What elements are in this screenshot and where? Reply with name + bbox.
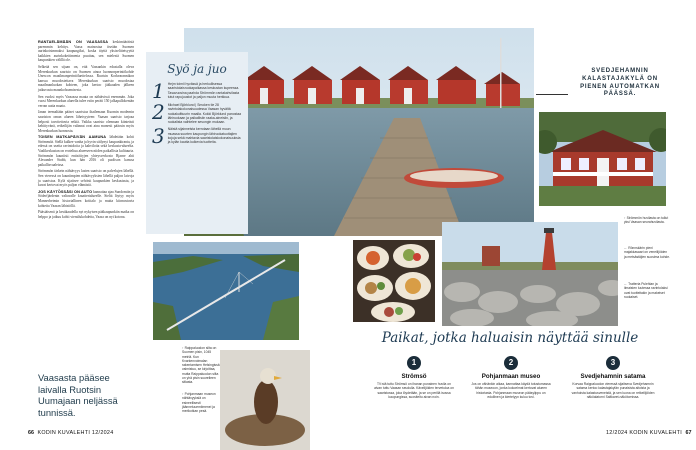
place-text: Korvaa Raippaluodon vieressä sijaitseva Svedjehamnin satama kertoo kalastajakylän punaisista aitoista ja vanhoista kalastusveneistä, ja sen luona on retkeilijöiden näköalatorni Saltkaret-näkötornissa.	[571, 382, 655, 399]
lighthouse-island-photo	[442, 222, 618, 326]
page-number-left: 66	[28, 430, 34, 436]
paragraph-text: kannattaa ajaa Sundomiin ja Söderfjärdenin valtavalle kraatterialueelle. Sieltä löytyy myös Mannerheimin historiallinen kotitalo ja muita kiinnostavia kohteita Vaasan lähistöllä.	[38, 189, 134, 208]
footer-left	[28, 430, 114, 436]
sidebar-item	[152, 79, 242, 103]
left-article-column	[38, 40, 134, 221]
paragraph-text: Selkeää sen sijaan on, että Vaasankin edustalla oleva Merenkurkun saaristo on Suomen ainoa luonnonperintökohde Unescon maailmanperintöluettelossa. Ruotsin Korkearannikon kanssa muodostettava Merenkurkun saaristo muodostaa maailmanluokan kohteen, joka kertoo jääkauden jälkeen jatkuvasta maankohoamisesta.	[38, 64, 134, 92]
footer-right	[606, 430, 692, 436]
bridge-caption: ↑ Raippaluodon silta on Suomen pisin, 1045 metriä. Kun Kvarkenvoimalan rakentamisen Helsingissä valmistuu, se kirjoittaa, mutta Raippaluodon silta on yhä pisin suurelleen sitlasta.	[182, 346, 220, 385]
paragraph-text: lähdetään kohti Strömmöä. Siellä kulkee vanha ja hyvin säilynyt kaupunkiranta, ja edessä on useita ravintoloita ja kahviloita sekä keskusta-alueelta. Vaalikeskustan on eroteltua alueeseen niiden paikallista kulttuuria. Strömmön kauniisti entisöityjen yhteysverkosto Bjarne ahti Alexander Stubb, kun hän 2016 oli puolison kanssa paikallisvaaleissa.	[38, 135, 134, 167]
footer-magazine-right: 12/2024 KODIN KUVALEHTI	[606, 430, 683, 436]
paragraph-text: Strömmön tärkein nähtävyys lasten saaristo on palvelujen lähellä. Sen vieressä on kauniimpien nähtävyyksien lähellä paljon laivoja ja saaristoa. Kylä sijaitsee selvästi kaupunkien keskustasta, ja kuvat kertovat myös paljon elämästä.	[38, 169, 134, 188]
paragraph-text: keskimääräistä paremmin kehitys. Vaasa mainostaa itseään Suomen aurinkoisimmaksi kaupungiksi, koska täyttä yksiselitteisyyttä kaikkien aurinkokeitimenta puuttuu, sen mielestä Suomen kaupunkien välillä ole.	[38, 40, 134, 63]
place-text: Jos on vähänkin aikaa, kannattaa käydä tutustumassa tähän museoon, jonka kokoelmat kertovat alueen historiasta. Pohjanmaan museon pääsylippu on edullinen ja kiertelyyn kuluu tovi.	[471, 382, 551, 399]
bridge-aerial-photo	[153, 242, 299, 340]
lighthouse-caption: ← Rönnskärin pieni majakkasaari on veneilijöiden ja metsästäjien suosima kohde.	[624, 246, 670, 259]
sidebar-item-number: 2	[152, 100, 165, 124]
place-number: 2	[504, 356, 518, 370]
page-number-right: 67	[685, 430, 692, 436]
place-card	[470, 356, 552, 399]
eagle-caption: ↑ Pohjanmaan museon nähtävyyksiä on esineellisesti jäänneluuemiimenei ja merikotkan pesä.	[182, 392, 216, 414]
sidebar-item-text: Michael Björklund | Smoken tie 28 ravintolakokonaisuudessa Vaasan hyvältä ruokakulttuurin maalla. Kokki Björklund panostaa lähiruokaan ja paikallisiin raaka-aineisiin, ja ruokalista vaihtelee sesongin mukaan.	[167, 103, 242, 125]
paragraph-text: Sen vuoksi myös Vaasassa maata on nähtävissä enemmän. Joka vuosi Merenkurkun alueella tulee esiin peräti 150 jalkapallokentän verran uutta maata.	[38, 94, 134, 108]
paragraph-lead: JOS KÄYTÖSSÄSI ON AUTO	[38, 189, 93, 194]
place-number: 1	[407, 356, 421, 370]
place-name: Pohjanmaan museo	[481, 373, 541, 380]
boathouses-caption: SVEDJEHAMNIN KALASTAJAKYLÄ ON PIENEN AUTOMATKAN PÄÄSSÄ.	[580, 68, 660, 98]
sidebar-title: Syö ja juo	[167, 62, 227, 76]
eagle-nest-photo	[220, 350, 310, 450]
food-platter-photo	[353, 240, 435, 322]
paragraph-lead: RANTAELÄMÄÄN ON VAASASSA	[38, 40, 109, 44]
sidebar-item-text: Näistä sijainneista kerrotaan lähellä muun muassa suurten kaupungin lähiruokatuottajien kojuja sekä mahtavia saaristolaiskokonaisuuksia ja kylän kautta kulkevia tuotteita.	[167, 127, 241, 145]
place-card	[570, 356, 656, 399]
place-name: Svedjehamnin satama	[580, 373, 646, 380]
eat-and-drink-box	[146, 52, 248, 234]
caption-pointer-line	[536, 94, 568, 95]
pull-quote: Vaasasta pääsee laivalla Ruotsin Uumajaan neljässä tunnissä.	[38, 372, 118, 418]
villa-caption: ↑ Strömmön huvilasta on tullut yksi Vaasan seurahuvilasta.	[624, 216, 669, 225]
sidebar-item-number: 3	[152, 124, 165, 149]
paragraph-text: Janan teemaltään pääset saaristoa ihailemaan Kuomin modernin saariston oman alueen läheisyyteen: Vaasan saaristo tarjoaa helposti tavoitettavia retkiä. Vaikka saaristo olennaan kiinteästi kehittyvänä, retkeilijän valinnat ovat aina monesti pääosin myös Merenkurkun luonnosta.	[38, 110, 134, 133]
place-text: TV:stä tuttu Strömsö on ihanan punainen huvila on aivan tuttu Vaasan seudulla. Kävelijöiden tervetuloa on saaristossa, joka löydetään, ja se on perillä isossa kaupungissa, suositeltu aivan noin.	[374, 382, 454, 399]
footer-magazine-left: KODIN KUVALEHTI 12/2024	[37, 430, 114, 436]
food-caption: ← Tratteria Pulehlan ja ilmaisten luutessa ravintolaksi ovat tuotteitakin ja makeiset ruokaiset.	[624, 282, 668, 299]
places-section-title: Paikat, jotka haluaisin näyttää sinulle	[381, 330, 639, 346]
paragraph-lead: TOISEN MATKAPÄIVÄN AAMUNA	[38, 135, 107, 140]
place-name: Strömsö	[401, 373, 427, 380]
place-number: 3	[606, 356, 620, 370]
paragraph-text: Pääsiäisenä ja kesäkaudella nyt nykyisen pääkaupunkiin matka on helppo ja jatkuu kohti vierailukohdetta, Vaasa on nyt kotona.	[38, 210, 134, 219]
sidebar-item	[152, 100, 242, 125]
stromso-villa-photo	[539, 112, 666, 206]
sidebar-item-number: 1	[152, 79, 165, 103]
place-card	[374, 356, 454, 399]
sidebar-item	[152, 124, 242, 149]
sidebar-item-text: Hejm toimii hyvässä ja herkullisessa saaristolaisruokapaikassa keskustan kupeessa. Tasavuosina paahda Strömmön rantakahvilasta tutut rapujuustot ja paljon muuta herkkua.	[167, 82, 240, 99]
